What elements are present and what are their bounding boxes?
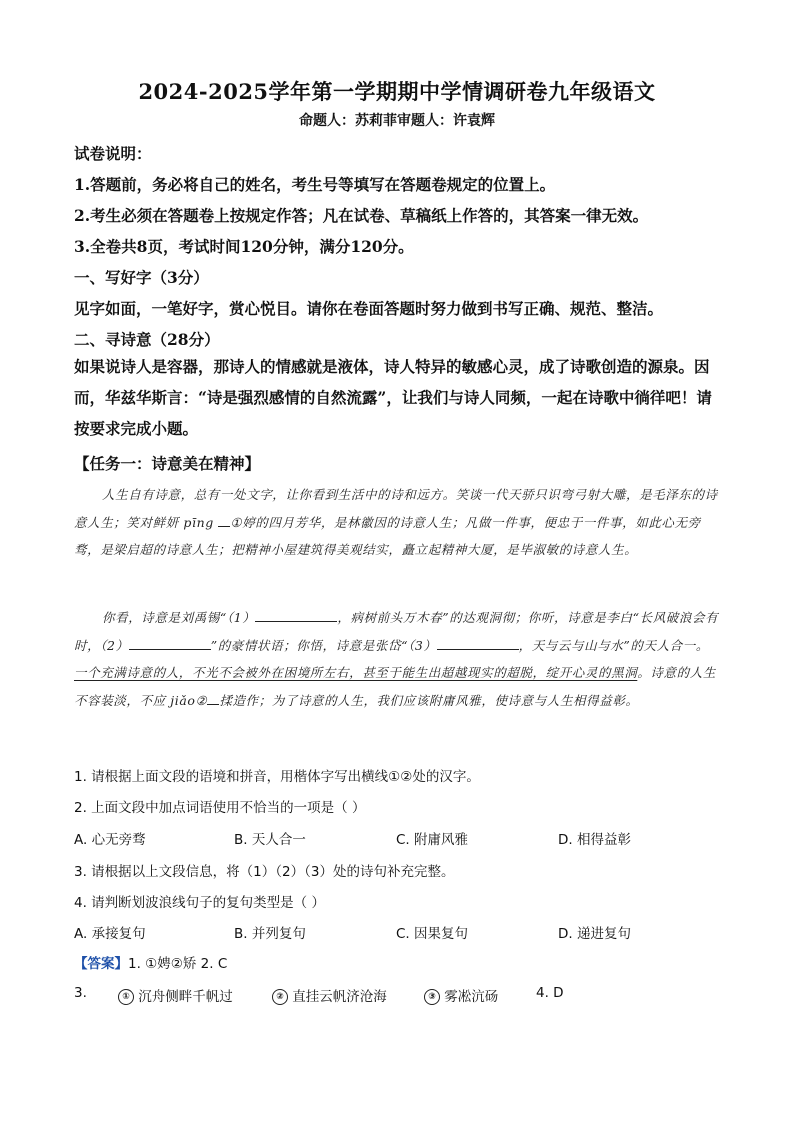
option-c: C. 因果复句: [396, 926, 469, 942]
section-heading: 二、寻诗意（28分）: [74, 330, 220, 349]
passage-text: ①婷的四月芳华，是林徽因的诗意人生；凡做一件事，便忠于一件事，如此心无旁骛，是梁启超的诗意人生；把精神小屋建筑得美观结实，矗立起精神大厦，是毕淑敏的诗意人生。: [74, 514, 701, 557]
answer-item: [424, 985, 498, 1005]
answer-label: 【答案】: [74, 956, 128, 972]
task-heading: 【任务一：诗意美在精神】: [74, 454, 261, 473]
answer-text: 1. ①娉②矫 2. C: [128, 956, 228, 972]
mark-one: ①: [118, 989, 134, 1005]
answer-text: 雾凇沆砀: [444, 989, 499, 1005]
instruction-item: 2.考生必须在答题卷上按规定作答；凡在试卷、草稿纸上作答的，其答案一律无效。: [74, 206, 649, 225]
section-text: 见字如面，一笔好字，赏心悦目。请你在卷面答题时努力做到书写正确、规范、整洁。: [74, 299, 664, 318]
answer-text: 沉舟侧畔千帆过: [138, 989, 233, 1005]
instructions-heading: 试卷说明：: [74, 144, 152, 163]
passage-text: 你看，诗意是刘禹锡“（1）: [102, 610, 256, 625]
passage-text: 揉造作；为了诗意的人生，我们应该附庸风雅，使诗意与人生相得益彰。: [219, 692, 639, 708]
answer-text: 直挂云帆济沧海: [292, 989, 387, 1005]
passage-text: 人生自有诗意，总有一处文字，让你看到生活中的诗和远方。笑谈一代天骄只识弯弓射大雕，是毛泽东的诗意人生；笑对鲜妍 pīng: [74, 487, 718, 530]
answer-item: [118, 985, 233, 1005]
option-b: B. 天人合一: [234, 832, 306, 848]
wavy-sentence: 一个充满诗意的人，不光不会被外在困境所左右，甚至于能生出超越现实的超脱，绽开心灵的黑洞: [74, 665, 638, 680]
instruction-item: 1.答题前，务必将自己的姓名，考生号等填写在答题卷规定的位置上。: [74, 175, 556, 194]
instruction-item: 3.全卷共8页，考试时间120分钟，满分120分。: [74, 237, 414, 256]
blank-2: [207, 692, 219, 705]
passage-paragraph: [74, 604, 722, 714]
option-a: A. 心无旁骛: [74, 832, 146, 848]
question-1: 1. 请根据上面文段的语境和拼音，用楷体字写出横线①②处的汉字。: [74, 769, 480, 785]
option-a: A. 承接复句: [74, 926, 146, 942]
section-heading: 一、写好字（3分）: [74, 268, 209, 287]
question-2: 2. 上面文段中加点词语使用不恰当的一项是（ ）: [74, 800, 366, 816]
mark-two: ②: [272, 989, 288, 1005]
poem-blank-3: [437, 637, 519, 650]
blank-1: [218, 514, 230, 527]
answer-q4: 4. D: [536, 985, 564, 1001]
option-d: D. 相得益彰: [558, 832, 631, 848]
answer-number: 3.: [74, 985, 87, 1001]
answer-item: [272, 985, 387, 1005]
question-3: 3. 请根据以上文段信息，将（1）（2）（3）处的诗句补充完整。: [74, 864, 455, 880]
answer-line: [74, 952, 227, 972]
exam-title: 2024-2025学年第一学期期中学情调研卷九年级语文: [138, 79, 656, 104]
option-b: B. 并列复句: [234, 926, 306, 942]
question-4: 4. 请判断划波浪线句子的复句类型是（ ）: [74, 895, 325, 911]
answer-line-2: [74, 985, 87, 1001]
passage-paragraph: [74, 481, 722, 564]
passage-text: ，天与云与山与水”的天人合一。: [518, 637, 709, 653]
poem-blank-2: [129, 637, 211, 650]
option-c: C. 附庸风雅: [396, 832, 469, 848]
poem-blank-1: [255, 609, 337, 622]
passage-text: 。诗意的人生不容装淡，不应 jiǎo②: [74, 665, 716, 708]
passage-text: ”的豪情状语；你悟，诗意是张岱“（3）: [210, 637, 437, 653]
section-intro: 如果说诗人是容器，那诗人的情感就是液体，诗人特异的敏感心灵，成了诗歌创造的源泉。因而，华兹华斯言：“诗是强烈感情的自然流露”，让我们与诗人同频，一起在诗歌中徜徉吧！请按要求完成小题。: [74, 357, 712, 438]
mark-three: ③: [424, 989, 440, 1005]
passage-text: ，病树前头万木春”的达观洞彻；你听，诗意是李白“长风破浪会有时，（2）: [74, 610, 719, 653]
exam-authors: 命题人：苏莉菲审题人：许袁辉: [299, 113, 495, 129]
option-d: D. 递进复句: [558, 926, 631, 942]
